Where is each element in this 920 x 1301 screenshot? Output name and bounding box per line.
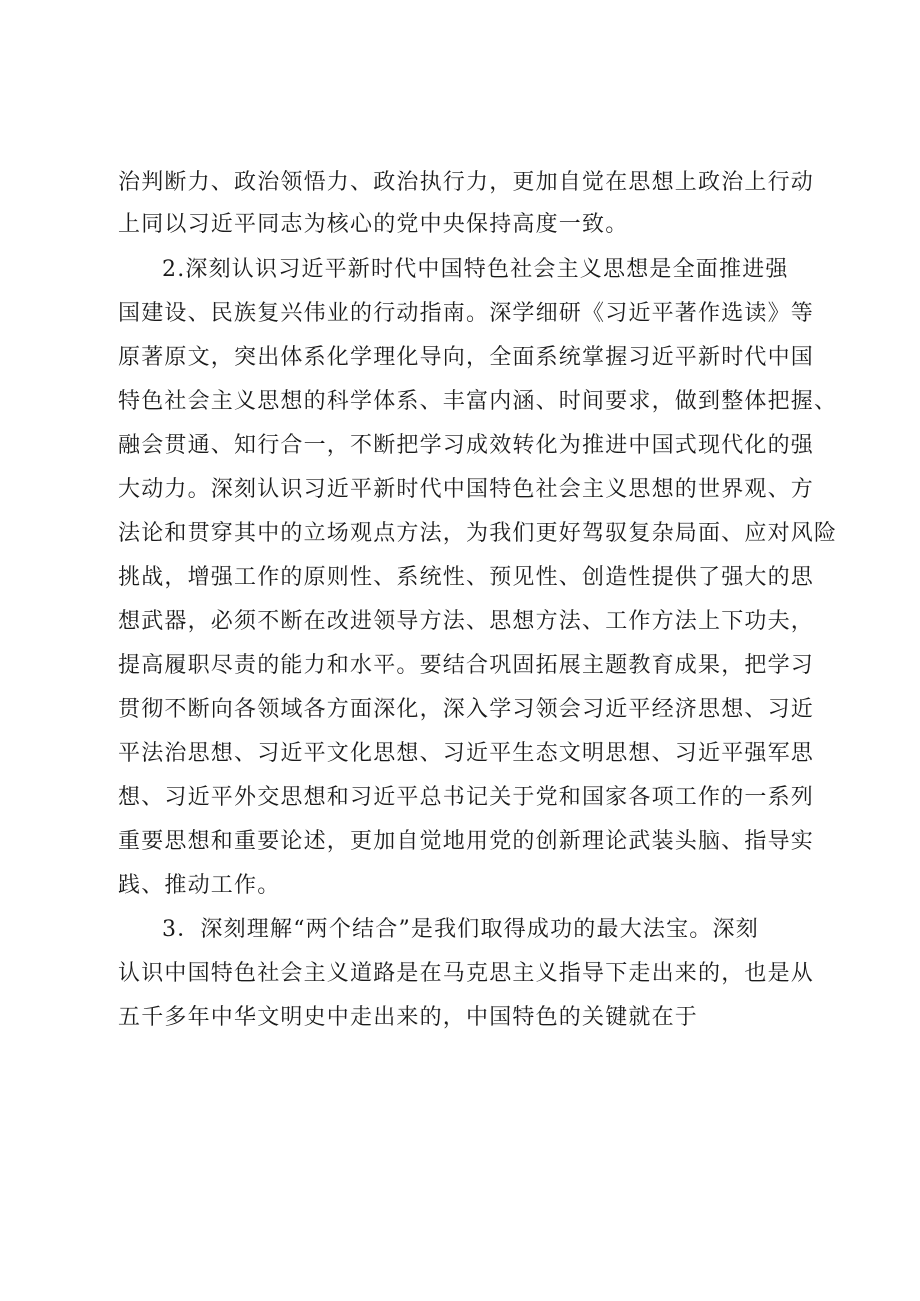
text-line-11: 想武器，必须不断在改进领导方法、思想方法、工作方法上下功夫， — [118, 609, 815, 634]
text-line-5: 原著原文，突出体系化学理化导向，全面系统掌握习近平新时代中国 — [118, 345, 815, 370]
text-line-19: 认识中国特色社会主义道路是在马克思主义指导下走出来的，也是从 — [118, 961, 815, 986]
text-line-15: 想、习近平外交思想和习近平总书记关于党和国家各项工作的一系列 — [118, 785, 815, 810]
text-line-4: 国建设、民族复兴伟业的行动指南。深学细研《习近平著作选读》等 — [118, 301, 815, 326]
paragraph-3-heading: 3．深刻理解“两个结合”是我们取得成功的最大法宝。深刻 — [162, 917, 759, 942]
text-line-6: 特色社会主义思想的科学体系、丰富内涵、时间要求，做到整体把握、 — [118, 389, 838, 414]
text-line-2: 上同以习近平同志为核心的党中央保持高度一致。 — [118, 212, 629, 237]
text-line-9: 法论和贯穿其中的立场观点方法，为我们更好驾驭复杂局面、应对风险 — [118, 521, 838, 546]
paragraph-2-heading: 2.深刻认识习近平新时代中国特色社会主义思想是全面推进强 — [162, 257, 789, 282]
text-line-12: 提高履职尽责的能力和水平。要结合巩固拓展主题教育成果，把学习 — [118, 653, 815, 678]
text-line-10: 挑战，增强工作的原则性、系统性、预见性、创造性提供了强大的思 — [118, 565, 815, 590]
text-line-13: 贯彻不断向各领域各方面深化，深入学习领会习近平经济思想、习近 — [118, 697, 815, 722]
text-line-8: 大动力。深刻认识习近平新时代中国特色社会主义思想的世界观、方 — [118, 477, 815, 502]
text-line-16: 重要思想和重要论述，更加自觉地用党的创新理论武装头脑、指导实 — [118, 829, 815, 854]
text-line-7: 融会贯通、知行合一，不断把学习成效转化为推进中国式现代化的强 — [118, 433, 815, 458]
text-line-17: 践、推动工作。 — [118, 873, 281, 898]
text-line-1: 治判断力、政治领悟力、政治执行力，更加自觉在思想上政治上行动 — [118, 170, 815, 195]
text-line-20: 五千多年中华文明史中走出来的，中国特色的关键就在于 — [118, 1005, 699, 1030]
text-line-14: 平法治思想、习近平文化思想、习近平生态文明思想、习近平强军思 — [118, 741, 815, 766]
